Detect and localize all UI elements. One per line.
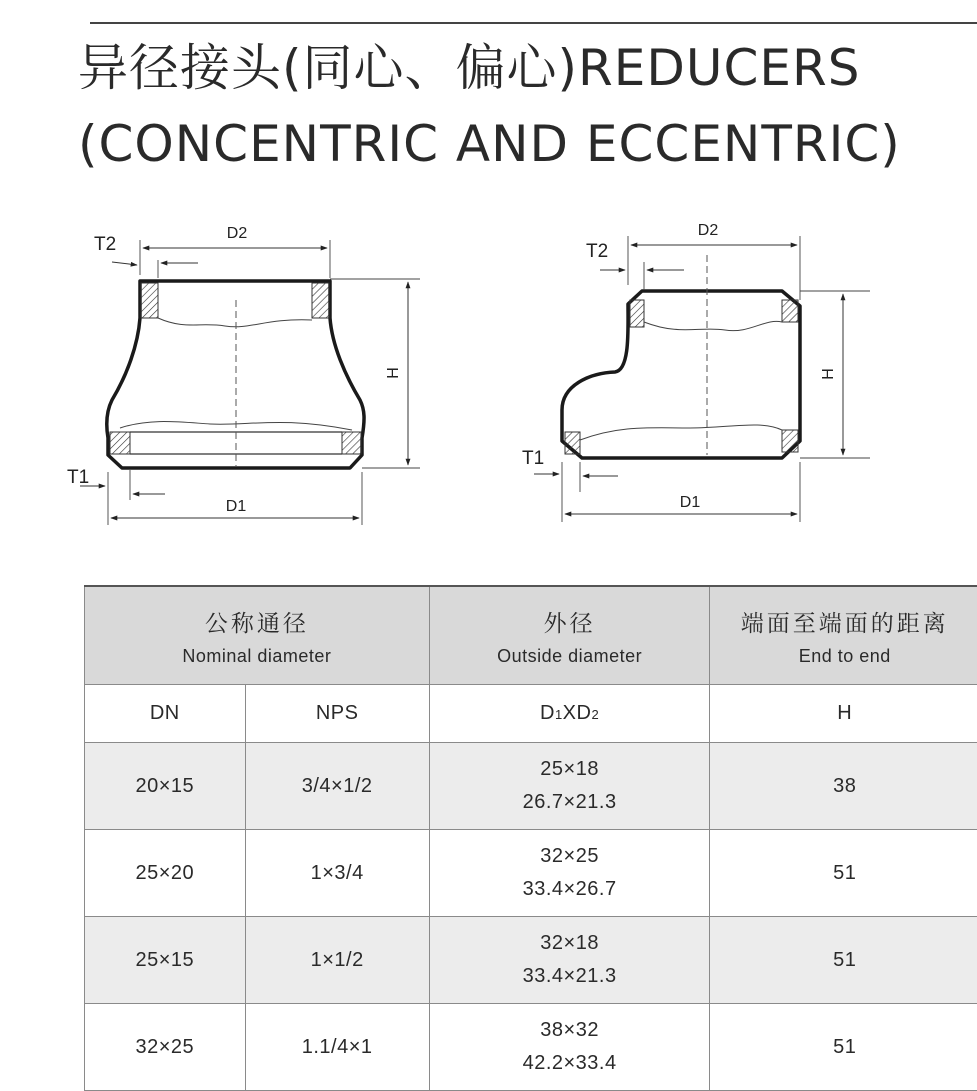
cell-h: 51: [710, 830, 977, 917]
cell-outside-diameter: 38×32 42.2×33.4: [429, 1004, 710, 1091]
table-header-row: [85, 586, 977, 685]
table-subheader-row: [85, 685, 977, 743]
cell-nps: 1×1/2: [245, 917, 429, 1004]
cell-h: 38: [710, 743, 977, 830]
eccentric-t1-label: T1: [522, 448, 544, 469]
cell-nps: 1×3/4: [245, 830, 429, 917]
concentric-wall-hatch-bottom-right: [342, 432, 361, 454]
eccentric-reducer-drawing: [522, 222, 870, 522]
eccentric-outline: [562, 291, 800, 458]
concentric-t2-label: T2: [94, 234, 116, 255]
cell-outside-diameter: 32×18 33.4×21.3: [429, 917, 710, 1004]
concentric-wall-hatch-top-right: [312, 283, 329, 318]
cell-dn: 20×15: [85, 743, 246, 830]
cell-dn: 25×20: [85, 830, 246, 917]
concentric-wall-hatch-top-left: [141, 283, 158, 318]
page-title-line2: (CONCENTRIC AND ECCENTRIC): [78, 114, 901, 174]
cell-nps: 3/4×1/2: [245, 743, 429, 830]
page-title-line1: 异径接头(同心、偏心)REDUCERS: [78, 38, 860, 98]
header-nominal-diameter: 公称通径 Nominal diameter: [85, 586, 430, 685]
subheader-h: H: [710, 685, 977, 743]
subheader-d1xd2: D1XD2: [429, 685, 710, 743]
cell-dn: 25×15: [85, 917, 246, 1004]
header-outside-diameter: 外径 Outside diameter: [429, 586, 710, 685]
cell-outside-diameter: 25×18 26.7×21.3: [429, 743, 710, 830]
cell-dn: 32×25: [85, 1004, 246, 1091]
concentric-reducer-drawing: [67, 225, 420, 525]
table-row: [85, 917, 977, 1004]
subheader-nps: NPS: [245, 685, 429, 743]
cell-h: 51: [710, 1004, 977, 1091]
cell-h: 51: [710, 917, 977, 1004]
eccentric-wall-hatch-bottom-left: [565, 432, 580, 454]
table-row: [85, 1004, 977, 1091]
eccentric-d2-label: D2: [698, 222, 719, 239]
cell-outside-diameter: 32×25 33.4×26.7: [429, 830, 710, 917]
concentric-t1-label: T1: [67, 467, 89, 488]
subheader-dn: DN: [85, 685, 246, 743]
eccentric-wall-hatch-top-left: [630, 300, 644, 327]
eccentric-wall-hatch-bottom-right: [782, 430, 798, 452]
concentric-h-label: H: [385, 367, 402, 379]
cell-nps: 1.1/4×1: [245, 1004, 429, 1091]
eccentric-h-label: H: [820, 368, 837, 380]
reducer-spec-table: [84, 585, 977, 1091]
table-row: [85, 743, 977, 830]
concentric-d2-label: D2: [227, 225, 248, 242]
eccentric-d1-label: D1: [680, 494, 701, 511]
concentric-d1-label: D1: [226, 498, 247, 515]
table-row: [85, 830, 977, 917]
eccentric-wall-hatch-top-right: [782, 300, 798, 322]
concentric-wall-hatch-bottom-left: [110, 432, 130, 454]
eccentric-t2-label: T2: [586, 241, 608, 262]
header-end-to-end: 端面至端面的距离 End to end: [710, 586, 977, 685]
